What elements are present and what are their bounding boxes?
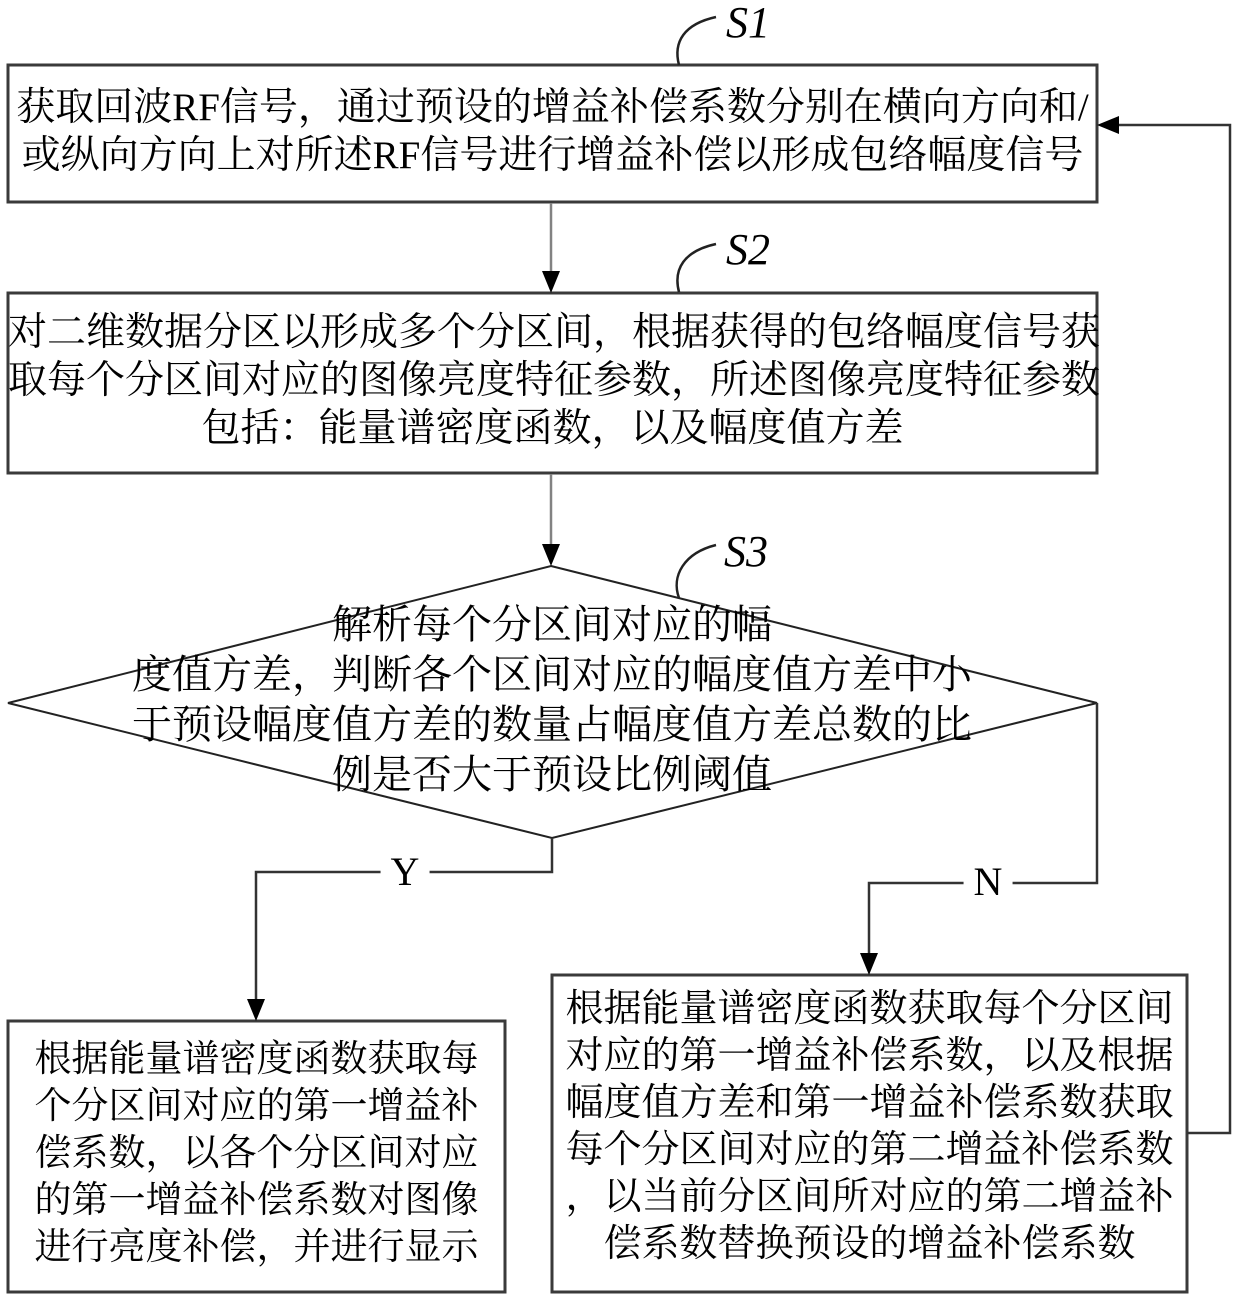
arrow-s1-s2-head (542, 271, 560, 293)
no-branch-label: N (964, 860, 1013, 904)
no-branch-arrowhead (860, 953, 878, 975)
yes-branch-label: Y (381, 850, 430, 894)
feedback-loop-line (1117, 125, 1230, 1133)
s3-decision-text: 解析每个分区间对应的幅 度值方差，判断各个区间对应的幅度值方差中小 于预设幅度值方差的数量占幅度值方差总数的比 例是否大于预设比例阈值 (132, 602, 972, 797)
no-result-text: 根据能量谱密度函数获取每个分区间 对应的第一增益补偿系数，以及根据 幅度值方差和第一增益补偿系数获取 每个分区间对应的第二增益补偿系数 ，以当前分区间所对应的第二增益补 偿系数替换预设的增益补偿系数 (565, 988, 1174, 1265)
s1-step-label: S1 (726, 0, 770, 47)
s2-step-label: S2 (726, 225, 770, 274)
s3-label-leader (677, 545, 716, 598)
yes-branch-arrowhead (247, 999, 265, 1021)
yes-result-text: 根据能量谱密度函数获取每 个分区间对应的第一增益补 偿系数，以各个分区间对应 的第一增益补偿系数对图像 进行亮度补偿，并进行显示 (34, 1039, 479, 1268)
feedback-loop-arrowhead (1097, 116, 1119, 134)
s1-label-leader (677, 17, 716, 65)
arrow-s2-s3-head (542, 544, 560, 566)
s1-process-text: 获取回波RF信号，通过预设的增益补偿系数分别在横向方向和/ 或纵向方向上对所述RF信号进行增益补偿以形成包络幅度信号 (16, 86, 1089, 177)
s2-label-leader (677, 244, 716, 292)
s2-process-text: 对二维数据分区以形成多个分区间，根据获得的包络幅度信号获 取每个分区间对应的图像亮度特征参数，所述图像亮度特征参数 包括：能量谱密度函数，以及幅度值方差 (8, 311, 1101, 450)
s3-step-label: S3 (724, 527, 768, 576)
